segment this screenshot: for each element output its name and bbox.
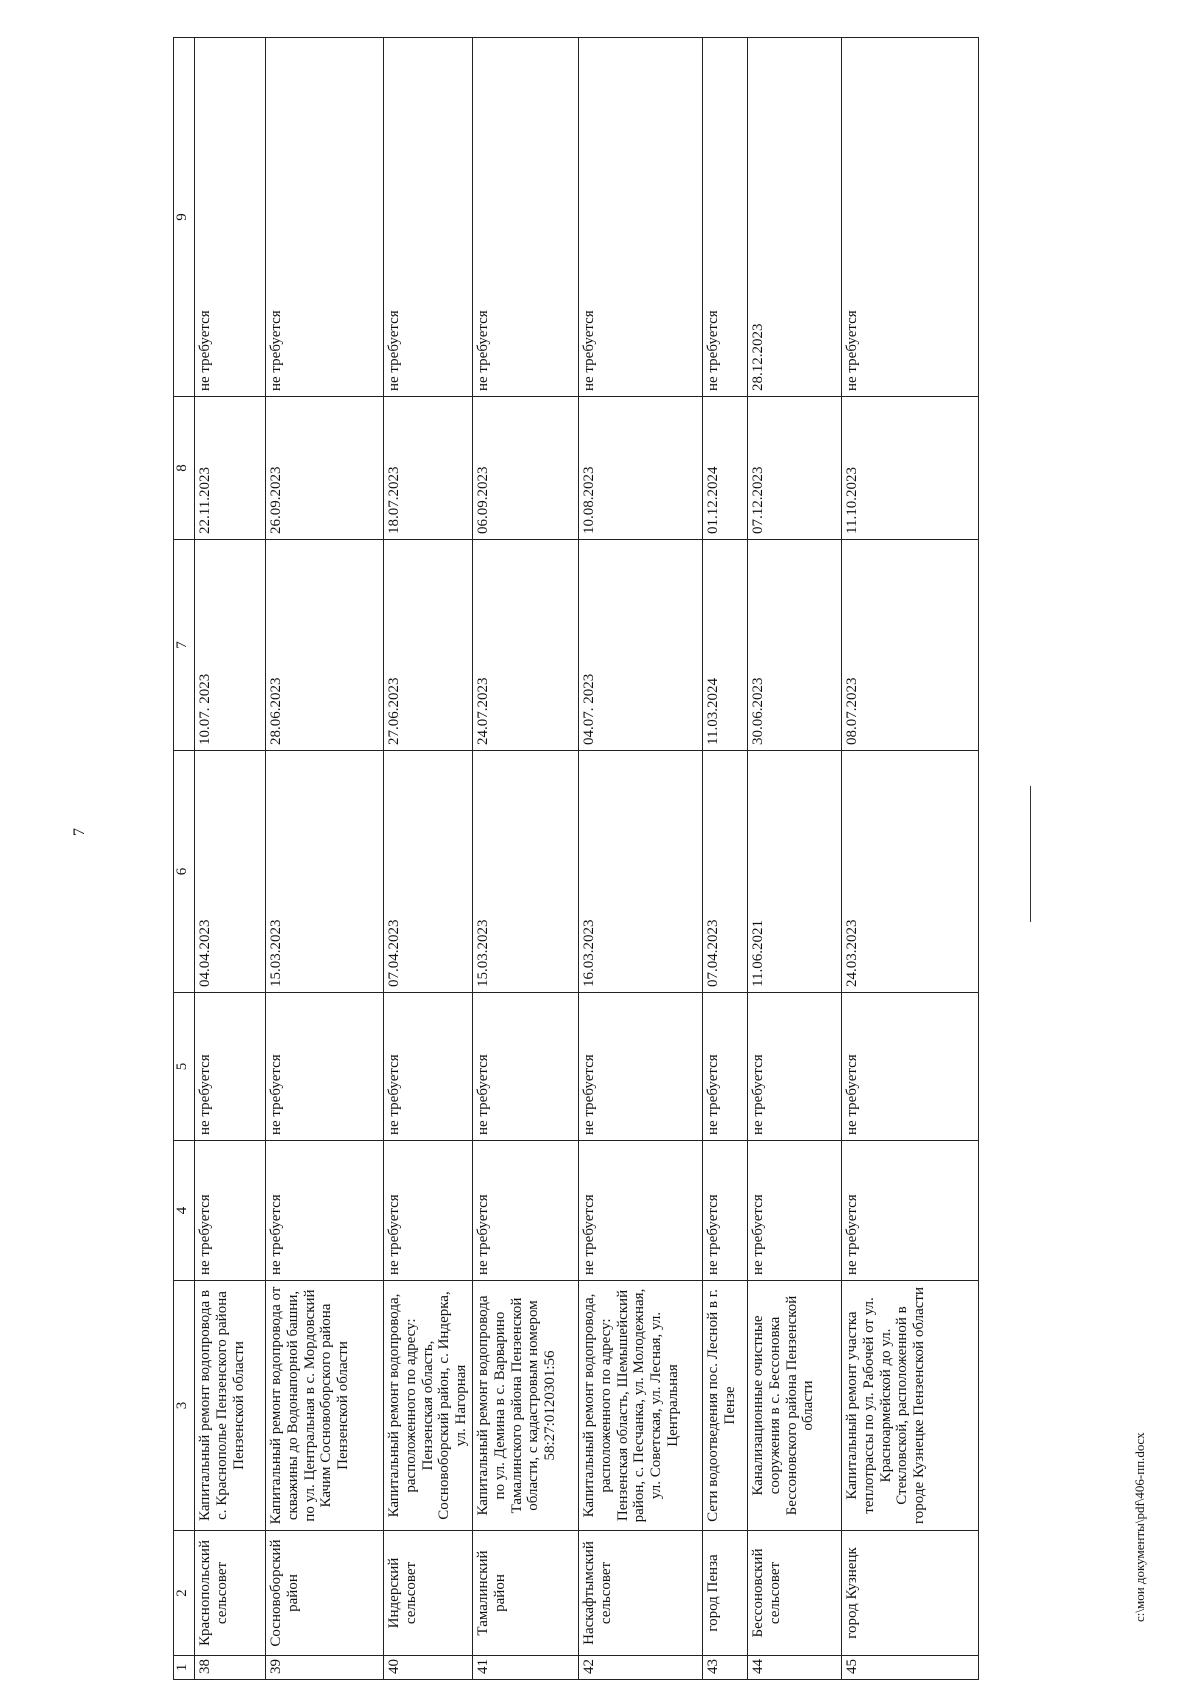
object-cell: Канализационные очистные сооружения в с. Бессоновка Бессоновского района Пензенской области [747,1281,841,1531]
col-header: 4 [174,1141,195,1281]
col-header: 1 [174,1656,195,1680]
cell-col8: 22.11.2023 [195,397,266,540]
table-row [472,38,578,1680]
cell-col9: не требуется [702,38,747,397]
cell-col5: не требуется [747,993,841,1141]
cell-col4: не требуется [841,1141,978,1281]
table-row [384,38,473,1680]
cell-col7: 04.07. 2023 [578,540,702,751]
footer-file-path: c:\мои документы\pdf\406-пп.docx [1132,1432,1147,1622]
cell-col4: не требуется [266,1141,384,1281]
cell-col6: 15.03.2023 [472,751,578,993]
cell-col8: 06.09.2023 [472,397,578,540]
cell-col6: 15.03.2023 [266,751,384,993]
cell-col4: не требуется [195,1141,266,1281]
object-cell: Сети водоотведения пос. Лесной в г. Пензе [702,1281,747,1531]
cell-col4: не требуется [747,1141,841,1281]
row-number: 44 [747,1656,841,1680]
header-row [174,38,195,1680]
cell-col8: 01.12.2024 [702,397,747,540]
col-header: 2 [174,1531,195,1656]
table-row [195,38,266,1680]
cell-col9: 28.12.2023 [747,38,841,397]
cell-col7: 28.06.2023 [266,540,384,751]
cell-col6: 24.03.2023 [841,751,978,993]
row-number: 45 [841,1656,978,1680]
table-row [747,38,841,1680]
municipality-cell: Сосновоборский район [266,1531,384,1656]
municipality-cell: Тамалинский район [472,1531,578,1656]
cell-col9: не требуется [195,38,266,397]
col-header: 6 [174,751,195,993]
cell-col5: не требуется [841,993,978,1141]
row-number: 40 [384,1656,473,1680]
cell-col4: не требуется [472,1141,578,1281]
cell-col6: 11.06.2021 [747,751,841,993]
cell-col9: не требуется [472,38,578,397]
cell-col7: 08.07.2023 [841,540,978,751]
cell-col4: не требуется [702,1141,747,1281]
cell-col5: не требуется [384,993,473,1141]
municipality-cell: Индерский сельсовет [384,1531,473,1656]
col-header: 5 [174,993,195,1141]
table-row [841,38,978,1680]
municipality-cell: Наскафтымский сельсовет [578,1531,702,1656]
cell-col5: не требуется [266,993,384,1141]
row-number: 38 [195,1656,266,1680]
cell-col9: не требуется [578,38,702,397]
cell-col8: 10.08.2023 [578,397,702,540]
table-row [266,38,384,1680]
municipality-cell: город Пенза [702,1531,747,1656]
municipality-cell: Бессоновский сельсовет [747,1531,841,1656]
object-cell: Капитальный ремонт водопровода в с. Краснополье Пензенского района Пензенской области [195,1281,266,1531]
cell-col7: 10.07. 2023 [195,540,266,751]
objects-table [173,37,979,1680]
cell-col7: 27.06.2023 [384,540,473,751]
row-number: 42 [578,1656,702,1680]
cell-col9: не требуется [841,38,978,397]
cell-col6: 04.04.2023 [195,751,266,993]
cell-col5: не требуется [702,993,747,1141]
col-header: 9 [174,38,195,397]
table-row [702,38,747,1680]
cell-col7: 24.07.2023 [472,540,578,751]
cell-col8: 07.12.2023 [747,397,841,540]
cell-col9: не требуется [266,38,384,397]
cell-col5: не требуется [472,993,578,1141]
table-row [578,38,702,1680]
cell-col6: 16.03.2023 [578,751,702,993]
col-header: 7 [174,540,195,751]
cell-col4: не требуется [384,1141,473,1281]
separator-line [1030,786,1031,922]
page-number: 7 [71,828,88,836]
rotated-table-wrapper [173,38,972,1680]
cell-col9: не требуется [384,38,473,397]
object-cell: Капитальный ремонт водопровода от скважины до Водонапорной башни, по ул. Центральная в с. Мордовский Качим Сосновоборского района Пензенской области [266,1281,384,1531]
object-cell: Капитальный ремонт водопровода, расположенного по адресу: Пензенская область, Сосновоборский район, с. Индерка, ул. Нагорная [384,1281,473,1531]
col-header: 8 [174,397,195,540]
cell-col6: 07.04.2023 [702,751,747,993]
cell-col4: не требуется [578,1141,702,1281]
cell-col8: 11.10.2023 [841,397,978,540]
object-cell: Капитальный ремонт участка теплотрассы по ул. Рабочей от ул. Красноармейской до ул. Стекловской, расположенной в городе Кузнецке Пензенской области [841,1281,978,1531]
cell-col5: не требуется [578,993,702,1141]
object-cell: Капитальный ремонт водопровода, расположенного по адресу: Пензенская область, Шемышейский район, с. Песчанка, ул. Молодежная, ул. Советская, ул. Лесная, ул. Центральная [578,1281,702,1531]
row-number: 43 [702,1656,747,1680]
municipality-cell: Краснопольский сельсовет [195,1531,266,1656]
cell-col7: 30.06.2023 [747,540,841,751]
row-number: 41 [472,1656,578,1680]
col-header: 3 [174,1281,195,1531]
object-cell: Капитальный ремонт водопровода по ул. Демина в с. Варварино Тамалинского района Пензенской области, с кадастровым номером 58:27:0120301:56 [472,1281,578,1531]
cell-col6: 07.04.2023 [384,751,473,993]
cell-col5: не требуется [195,993,266,1141]
row-number: 39 [266,1656,384,1680]
cell-col8: 18.07.2023 [384,397,473,540]
cell-col7: 11.03.2024 [702,540,747,751]
municipality-cell: город Кузнецк [841,1531,978,1656]
cell-col8: 26.09.2023 [266,397,384,540]
